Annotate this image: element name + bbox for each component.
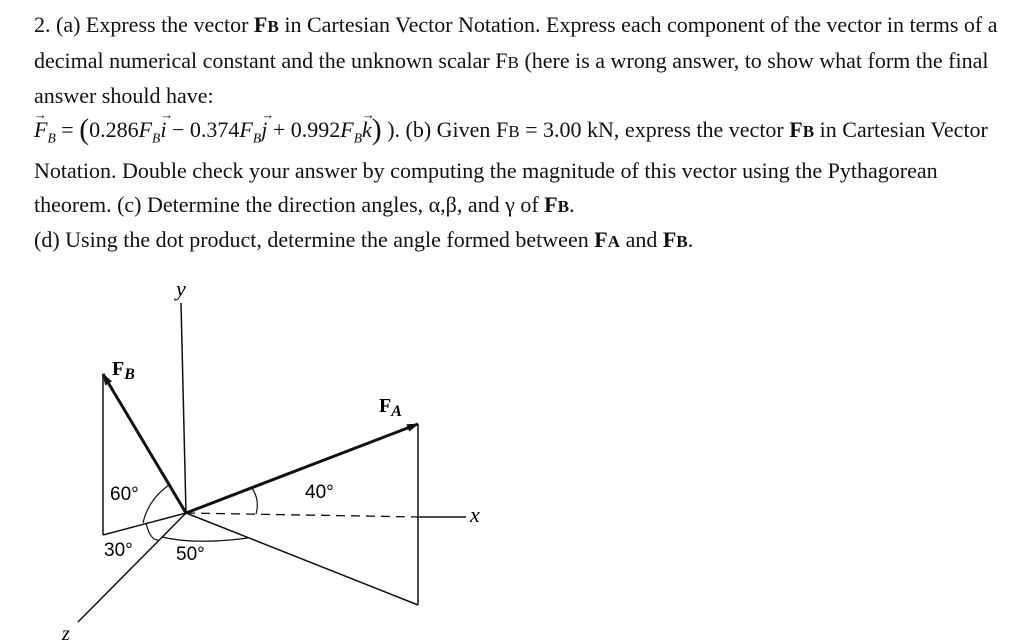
fa-base-line	[186, 513, 418, 605]
part-a-label: (a)	[56, 12, 81, 37]
angle-40-label: 40°	[305, 482, 334, 503]
equation-close: ).	[387, 116, 401, 142]
part-d-text: Using the dot product, determine the angle formed between	[65, 227, 589, 253]
angle-60-label: 60°	[110, 484, 139, 505]
part-b-text-1: Given	[436, 116, 491, 142]
fb-symbol: FB	[253, 12, 279, 37]
part-a-text-1: Express the vector	[85, 12, 249, 37]
axis-z-label: z	[62, 623, 70, 642]
fa-label: $F_A$	[379, 395, 402, 420]
part-d-label: (d)	[34, 227, 60, 253]
and-word: and	[625, 227, 658, 253]
arc-40	[252, 488, 257, 514]
axis-y-label: y	[176, 276, 186, 301]
part-b-label: (b)	[405, 116, 432, 142]
problem-number: 2.	[34, 12, 51, 37]
x-axis-dashed	[186, 513, 420, 517]
example-equation: → $F_B = (0.286F_B\to i - 0.374F_B\to j + 0.992F_B\to k)$	[34, 117, 387, 142]
angle-50-label: 50°	[176, 544, 205, 565]
angle-30-label: 30°	[104, 540, 133, 561]
axis-x-label: x	[470, 502, 480, 527]
arc-30	[146, 523, 158, 540]
part-b-value: = 3.00 kN, express the vector	[525, 116, 784, 142]
part-c-text: Determine the direction angles, α,β, and γ of	[147, 191, 539, 217]
arc-60	[143, 485, 169, 523]
fb-label: $F_B$	[112, 358, 135, 383]
part-b-text-2: in Cartesian Vector Notation. Double check your answer by computing the magnitude of this vector using the Pythagorean theorem.	[34, 116, 988, 217]
part-a-text-3: (here is a wrong answer, to show what form the final answer should have:	[34, 47, 989, 108]
z-axis	[78, 513, 186, 622]
fb-given: FB	[495, 116, 520, 142]
part-c-label: (c)	[117, 191, 142, 217]
fa-symbol: FA	[594, 227, 621, 253]
problem-text: 2. (a) Express the vector FB in Cartesian Vector Notation. Express each component of the vector in terms of a decimal numerical constant and the unknown scalar FB (here is a wrong answer, to show what form the final answer should have: → $F_B = (0.286F_B\to i - 0.374F_B\to j + 0.992F_B\to k)$ ). (b) Given FB = 3.00 kN, express the vector FB in Cartesian Vector Notation. Double check your answer by computing the magnitude of this vector using the Pythagorean theorem. (c) Determine the direction angles, α,β, and γ of FB. (d) Using the dot product, determine the angle formed between FA and FB.	[34, 8, 1004, 259]
arc-50	[162, 537, 248, 541]
fb-symbol-d: FB	[662, 227, 688, 253]
part-a-text-2: in Cartesian Vector Notation. Express each component of the vector in terms of a decimal numerical constant and the unknown scalar	[34, 12, 998, 73]
y-axis	[181, 303, 186, 513]
fb-symbol-c: FB	[544, 191, 570, 217]
fb-symbol-b: FB	[789, 116, 815, 142]
fb-scalar: FB	[495, 47, 519, 73]
fa-vector	[186, 424, 418, 513]
